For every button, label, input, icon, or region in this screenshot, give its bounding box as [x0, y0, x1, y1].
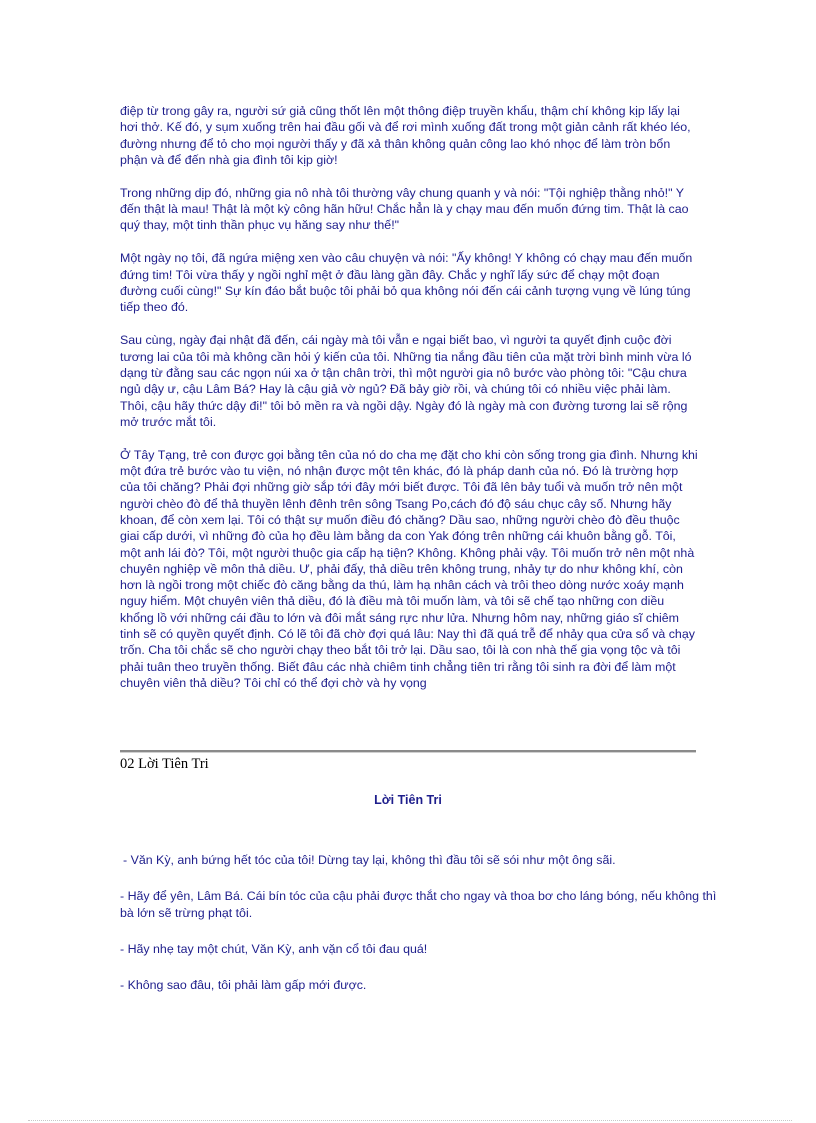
dialogue-line: - Hãy để yên, Lâm Bá. Cái bín tóc của cậu phải được thắt cho ngay và thoa bơ cho láng bóng, nếu không thì bà lớn sẽ trừng phạt tôi. [120, 889, 717, 920]
dialogue-line: - Văn Kỳ, anh bứng hết tóc của tôi! Dừng tay lại, không thì đầu tôi sẽ sói như một ông sãi. [123, 853, 616, 867]
dialogue-line: - Hãy nhẹ tay một chút, Văn Kỳ, anh vặn cổ tôi đau quá! [120, 942, 428, 956]
dialogue-line: - Không sao đâu, tôi phải làm gấp mới được. [120, 978, 367, 992]
paragraph: Một ngày nọ tôi, đã ngứa miệng xen vào câu chuyện và nói: "Ấy không! Y không có chạy mau đến muốn đứng tim! Tôi vừa thấy y ngồi nghỉ mệt ở đầu làng gần đây. Chắc y nghĩ lấy sức để chạy một đoạn đường cuối cùng!" Sự kín đáo bắt buộc tôi phải bỏ qua không nói đến cái cảnh tượng vụng về lúng túng tiếp theo đó. [120, 251, 693, 315]
chapter-title: Lời Tiên Tri [374, 793, 442, 807]
paragraph: điệp từ trong gây ra, người sứ giả cũng thốt lên một thông điệp truyền khẩu, thậm chí không kịp lấy lại hơi thở. Kế đó, y sụm xuống trên hai đầu gối và để rơi mình xuống đất trong một giản cảnh rất khéo léo, đường nhưng để tỏ cho mọi người thấy y đã xả thân không quản công lao khó nhọc để làm tròn bổn phận và để đến nhà gia đình tôi kịp giờ! [120, 104, 691, 167]
paragraph: Sau cùng, ngày đại nhật đã đến, cái ngày mà tôi vẫn e ngại biết bao, vì người ta quyết định cuộc đời tương lai của tôi mà không cần hỏi ý kiến của tôi. Những tia nắng đầu tiên của mặt trời bình minh vừa ló dạng từ đằng sau các ngọn núi xa ở tận chân trời, thì một người gia nô bước vào phòng tôi: "Cậu chưa ngủ dậy ư, cậu Lâm Bá? Hay là cậu giả vờ ngủ? Đã bảy giờ rồi, và chúng tôi có nhiều việc phải làm. Thôi, cậu hãy thức dậy đi!" tôi bỏ mền ra và ngồi dậy. Ngày đó là ngày mà con đường tương lai sẽ rộng mở trước mắt tôi. [120, 333, 692, 429]
page-bottom-border [28, 1120, 792, 1121]
body-text [120, 103, 698, 708]
chapter-heading: 02 Lời Tiên Tri [120, 756, 209, 772]
paragraph: Trong những dịp đó, những gia nô nhà tôi thường vây chung quanh y và nói: "Tội nghiệp thằng nhỏ!" Y đến thật là mau! Thật là một kỳ công hãn hữu! Chắc hẳn là y chạy mau đến muốn đứng tim. Thật là cao quý thay, một tinh thần phục vụ hăng say như thế!" [120, 185, 689, 233]
paragraph: Ở Tây Tạng, trẻ con được gọi bằng tên của nó do cha mẹ đặt cho khi còn sống trong gia đình. Nhưng khi một đứa trẻ bước vào tu viện, nó nhận được một tên khác, đó là pháp danh của nó. Đó là trường hợp của tôi chăng? Phải đợi những giờ sắp tới đây mới biết được. Tôi đã lên bảy tuổi và muốn trở nên một người chèo đò để thả thuyền lênh đênh trên sông Tsang Po,cách đó độ sáu chục cây số. Nhưng hãy khoan, để còn xem lại. Tôi có thật sự muốn điều đó chăng? Dầu sao, những người chèo đò đều thuộc giai cấp dưới, vì những đò của họ đều làm bằng da con Yak đóng trên những cái khuôn bằng gỗ. Tôi, một anh lái đò? Tôi, một người thuộc gia cấp hạ tiện? Không. Không phải vậy. Tôi muốn trở nên một nhà chuyên nghiệp về môn thả diều. Ư, phải đấy, thả diều trên không trung, nhảy tự do như không khí, còn hơn là ngồi trong một chiếc đò căng bằng da thú, làm hạ nhân cách và trôi theo dòng nước xoáy mạnh nguy hiểm. Một chuyên viên thả diều, đó là điều mà tôi muốn làm, và tôi sẽ chế tạo những con diều khổng lồ với những cái đầu to lớn và đôi mắt sáng rực như lửa. Nhưng hôm nay, những giáo sĩ chiêm tinh sẽ có quyền quyết định. Có lẽ tôi đã chờ đợi quá lâu: Nay thì đã quá trễ để nhảy qua cửa sổ và chạy trốn. Cha tôi chắc sẽ cho người chạy theo bắt tôi trở lại. Dầu sao, tôi là con nhà thế gia vọng tộc và tôi phải tuân theo truyền thống. Biết đâu các nhà chiêm tinh chẳng tiên tri rằng tôi sinh ra đời để làm một chuyên viên thả diều? Tôi chỉ có thể đợi chờ và hy vọng [120, 447, 698, 690]
horizontal-rule [120, 750, 696, 753]
